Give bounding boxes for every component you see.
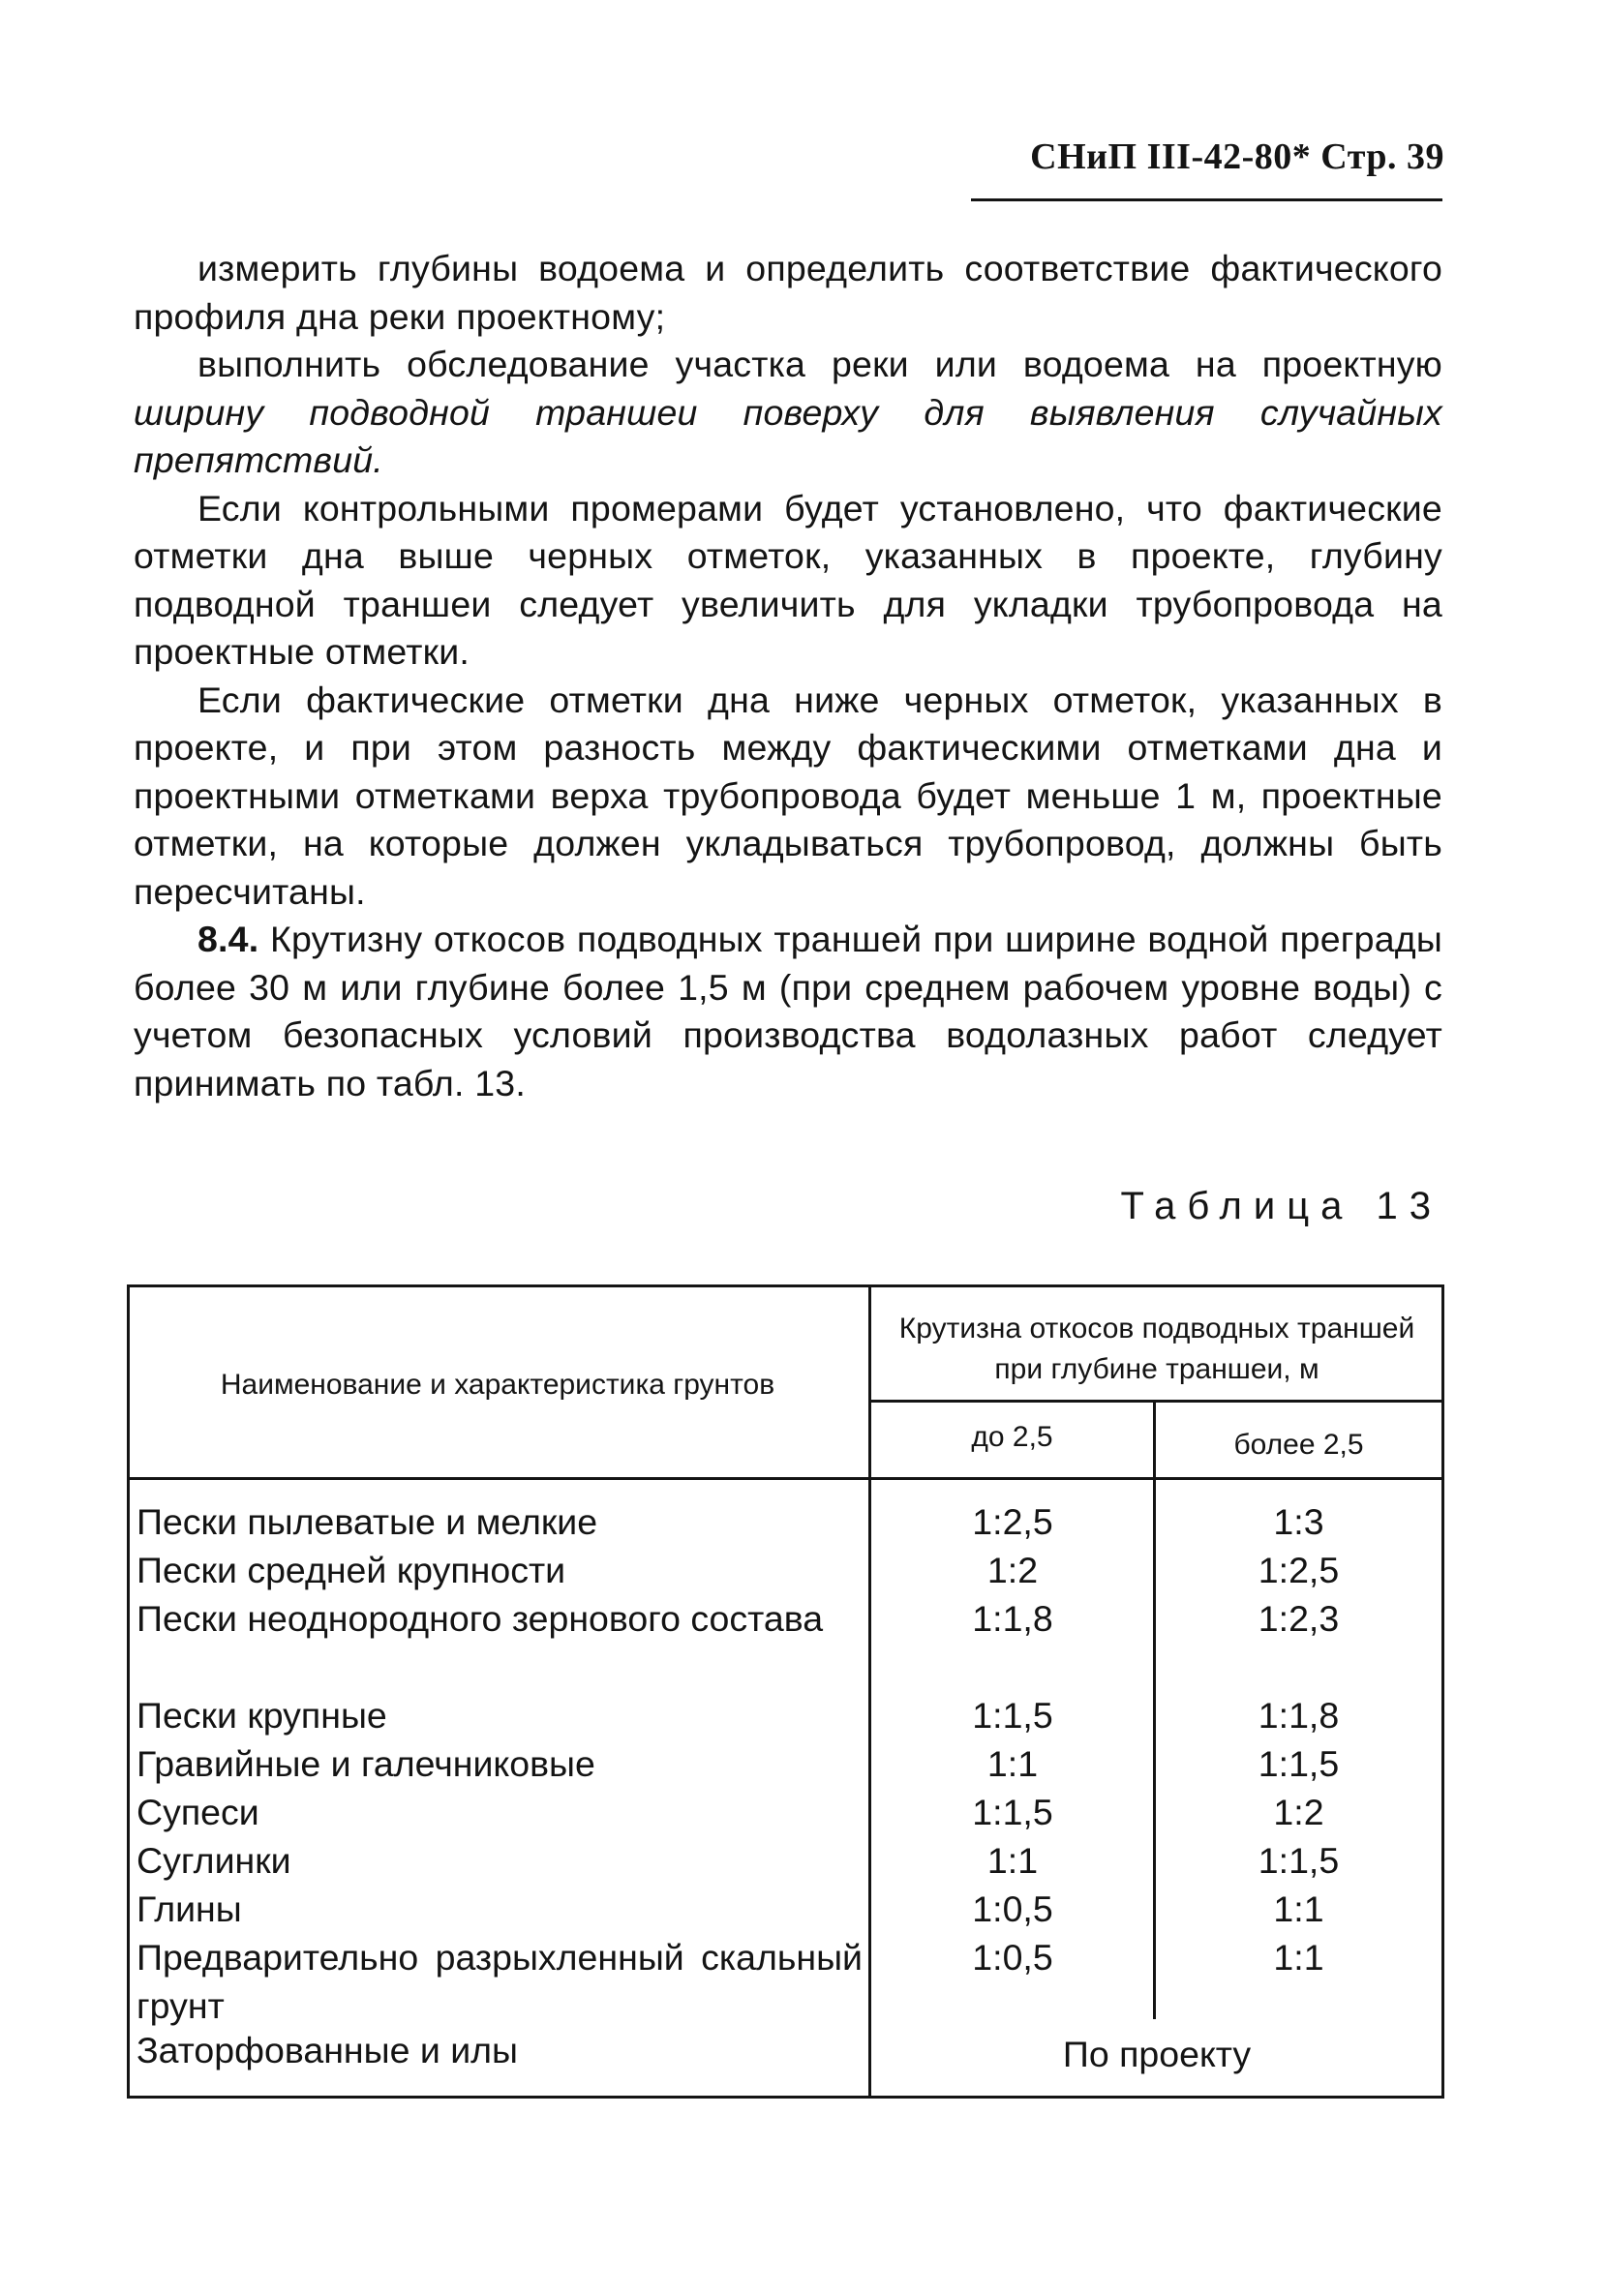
header-split-rule — [868, 1400, 1444, 1403]
table-row — [127, 1691, 1444, 1739]
table-row — [127, 1788, 1444, 1836]
slope-up-to: 1:1 — [986, 1743, 1039, 1784]
table-13 — [127, 1284, 1444, 2099]
slope-up-to: 1:2 — [986, 1550, 1039, 1590]
slope-over: 1:3 — [1273, 1501, 1324, 1542]
paragraph-3: Если контрольными промерами будет установлено, что фактические отметки дна выше черных отметок, указанных в проекте, глубину подводной траншеи следует увеличить для укладки трубопровода на проектные отметки. — [134, 487, 1442, 672]
body-text — [134, 245, 1442, 1107]
slope-over: 1:2 — [1273, 1792, 1324, 1832]
header-bottom-rule — [127, 1477, 1444, 1480]
slope-up-to: 1:0,5 — [972, 1888, 1053, 1929]
header-soil-name: Наименование и характеристика грунтов — [220, 1369, 775, 1401]
table-row — [127, 1497, 1444, 1546]
table-row — [127, 1933, 1444, 2030]
header-rule — [971, 198, 1442, 201]
soil-name: Глины — [136, 1888, 242, 1929]
slope-up-to: 1:1,8 — [972, 1598, 1053, 1639]
paragraph-2 — [134, 341, 1442, 485]
paragraph-1: измерить глубины водоема и определить соответствие фактического профиля дна реки проектному; — [134, 248, 1442, 337]
soil-name: Пески неоднородного зернового состава — [136, 1598, 824, 1639]
paragraph-5 — [134, 916, 1442, 1107]
slope-up-to: 1:1,5 — [972, 1695, 1053, 1736]
table-row — [127, 1739, 1444, 1788]
soil-name: Заторфованные и илы — [136, 2030, 519, 2070]
paragraph-4: Если фактические отметки дна ниже черных отметок, указанных в проекте, и при этом разность между фактическими отметками дна и проектными отметками верха трубопровода будет меньше 1 м, проектные отметки, на которые должен укладываться трубопровод, должны быть пересчитаны. — [134, 679, 1442, 912]
table-caption: Таблица 13 — [1120, 1185, 1442, 1227]
slope-by-project: По проекту — [1062, 2034, 1252, 2074]
table-row — [127, 1546, 1444, 1594]
paragraph-2-start: выполнить обследование участка реки или водоема на проектную — [197, 344, 1442, 384]
slope-up-to: 1:0,5 — [972, 1937, 1053, 1978]
header-slope-group: Крутизна откосов подводных траншей при глубине траншеи, м — [898, 1313, 1415, 1385]
slope-over: 1:1,5 — [1258, 1743, 1340, 1784]
slope-up-to: 1:1,5 — [972, 1792, 1053, 1832]
slope-over: 1:1,5 — [1258, 1840, 1340, 1881]
running-head: СНиП III-42-80* Стр. 39 — [1030, 136, 1444, 177]
soil-name: Суглинки — [136, 1840, 291, 1881]
section-number: 8.4. — [197, 919, 259, 959]
slope-over: 1:2,5 — [1258, 1550, 1340, 1590]
slope-up-to: 1:1 — [986, 1840, 1039, 1881]
slope-over: 1:1,8 — [1258, 1695, 1340, 1736]
soil-name: Супеси — [136, 1792, 259, 1832]
paragraph-2-italic: ширину подводной траншеи поверху для выявления случайных препятствий. — [134, 391, 1442, 480]
table-row — [127, 1836, 1444, 1885]
slope-up-to: 1:2,5 — [972, 1501, 1053, 1542]
soil-name: Пески пылеватые и мелкие — [136, 1501, 598, 1542]
soil-name: Пески средней крупности — [136, 1550, 566, 1590]
soil-name: Гравийные и галечниковые — [136, 1743, 595, 1784]
soil-name: Предварительно разрыхленный скальный грунт — [136, 1937, 863, 2026]
soil-name: Пески крупные — [136, 1695, 387, 1736]
header-depth-over: более 2,5 — [1233, 1429, 1364, 1461]
paragraph-5-text: Крутизну откосов подводных траншей при ширине водной преграды более 30 м или глубине более 1,5 м (при среднем рабочем уровне воды) с учетом безопасных условий производства водолазных работ следует принимать по табл. 13. — [134, 919, 1442, 1103]
header-depth-up-to: до 2,5 — [971, 1421, 1053, 1453]
table-row — [127, 1885, 1444, 1933]
slope-over: 1:1 — [1273, 1888, 1324, 1929]
table-row — [127, 1594, 1444, 1691]
slope-over: 1:1 — [1273, 1937, 1324, 1978]
slope-over: 1:2,3 — [1258, 1598, 1340, 1639]
